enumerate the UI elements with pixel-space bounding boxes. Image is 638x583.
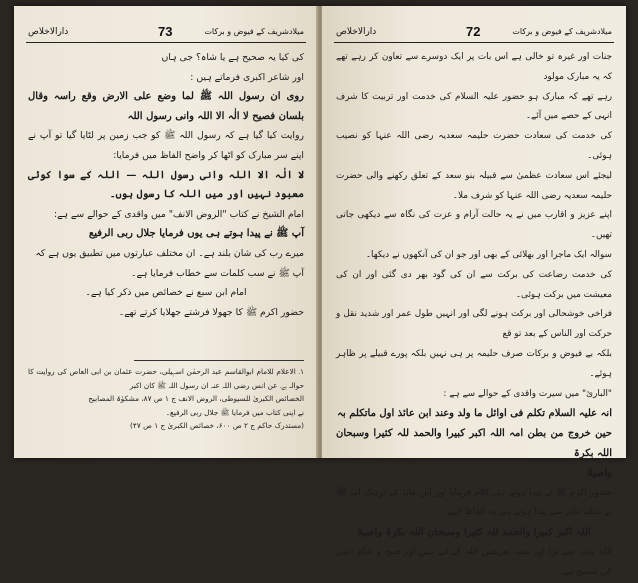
footnote: نے اپنی کتاب میں فرمایا ﷺ جلال ربی الرفیع۔ [165, 407, 304, 417]
left-page-header [26, 24, 306, 43]
right-paragraph: سوالہ ایک ماجرا اور بھلائی کے بھی اور جو ان کی آنکھوں نے دیکھا۔ [365, 249, 612, 260]
left-paragraph: امام ابن سبع نے خصائص میں ذکر کیا ہے۔ [85, 287, 247, 299]
right-paragraph: اللہ سب سے بڑا اور سب تعریفیں اللہ کے لیے ہیں اور صبح و شام اسی کی تسبیح ہے۔ [336, 546, 612, 577]
left-footnote-rule [134, 360, 304, 361]
left-page [14, 6, 318, 458]
right-arabic-quote: حین خروج من بطن امہ اللہ اکبر کبیرا والحمد للہ کثیرا وسبحان اللہ بکرۃ [336, 428, 612, 459]
book-spread [14, 6, 626, 577]
left-arabic-quote: لا الٰہ الا اللہ وانی رسول اللہ — اللہ کے سوا کوئی معبود نہیں اور میں اللہ کا رسول ہوں۔ [28, 169, 304, 201]
right-paragraph: لیجئے اس سعادت عظمیٰ سے قبیلہ بنو سعد کے تعلق رکھنے والی حضرت حلیمہ سعدیہ رضی اللہ عنہا کو شرف ملا۔ [336, 170, 612, 201]
right-paragraph: فراخی خوشحالی اور برکت ہونے لگی اور انہیں طول عمر اور شدید نقل و حرکت اور الناس کے بعد تو قع [336, 309, 612, 340]
left-arabic-quote: روی ان رسول اللہ ﷺ لما وضع علی الارض وقع راسہ وقال بلسان فصیح لا الٰہ الا اللہ وانی رسول اللہ [28, 91, 304, 122]
right-paragraph: کی خدمت کی سعادت حضرت حلیمہ سعدیہ رضی اللہ عنہا کو نصیب ہوئی۔ [336, 131, 612, 161]
right-paragraph: بلکہ بے فیوض و برکات صرف حلیمہ پر ہی نہیں بلکہ پورے قبیلے پر ظاہر ہوئے۔ [336, 348, 612, 379]
right-paragraph: حضور اکرم ﷺ نے پیدا ہوتے ہی کلام فرمایا اور ابن عائذ کے نزدیک آپ ﷺ نے شکم مادر سے پیدا ہوتے ہی یہ الفاظ کہے : [336, 487, 612, 518]
right-page-body [336, 48, 612, 583]
right-arabic-quote: اللہ اکبر کبیرا والحمد للہ کثیرا وسبحان اللہ بکرۃ واصیلا [357, 527, 591, 539]
left-paragraph: امام الشیخ نے کتاب "الروض الانف" میں واقدی کے حوالے سے ہے: [53, 208, 304, 220]
right-paragraph: کی خدمت رضاعت کی برکت سے ان کی گود بھر دی گئی اور ان کی معیشت میں برکت ہوئی۔ [336, 269, 612, 300]
left-arabic-quote: آپ ﷺ نے پیدا ہوتے ہی یوں فرمایا جلال ربی الرفیع [88, 228, 304, 240]
right-page-header [334, 24, 614, 43]
left-paragraph: حضور اکرم ﷺ کا جھولا فرشتے جھلایا کرتے تھے۔ [118, 306, 304, 318]
left-paragraph: کی کیا یہ صحیح ہے یا شاہ؟ جی ہاں [161, 52, 304, 63]
right-page-number: 72 [466, 24, 481, 39]
right-paragraph: اپنے عزیز و اقارب میں نے یہ حالت آرام و عزت کی نگاہ سے دیکھی جاتی تھیں۔ [336, 210, 612, 241]
right-page [322, 6, 626, 577]
footnote: الخصائص الکبریٰ للسیوطی، الروض الانف ج ۱ ص ۸۷، مشکوٰۃ المصابیح [88, 394, 304, 403]
right-arabic-quote: واصیلا [586, 467, 612, 479]
right-running-title: میلادشریف کے فیوض و برکات [512, 27, 612, 36]
right-paragraph: جنات اور غیرہ تو خالی ہے اس بات پر ایک دوسرے سے تعاون کر رہے تھے کہ یہ مبارک مولود [336, 52, 612, 82]
right-paragraph: "البارئ" میں سیرت واقدی کے حوالے سے ہے : [443, 388, 612, 399]
footnote: ۱۔ الاعلام للامام ابوالقاسم عبد الرحمٰن اسہیلی، حضرت عثمان بن ابی العاص کی روایت کا حوالہ ہے۔ عن انس رضی اللہ عنہ ان رسول اللہ ﷺ کان اکبر [28, 367, 304, 390]
left-running-title: میلادشریف کے فیوض و برکات [204, 27, 304, 36]
left-footnotes [28, 365, 304, 433]
left-page-number: 73 [158, 24, 173, 39]
footnote: (مستدرک حاکم ج ۲ ص ۶۰۰، خصائص الکبریٰ ج ۱ ص ۴۷) [130, 421, 304, 430]
left-paragraph: آپ ﷺ نے سب کلمات سے خطاب فرمایا ہے۔ [131, 267, 304, 279]
left-paragraph: اور شاعر اکبری فرماتے ہیں : [190, 71, 304, 83]
right-arabic-quote: انہ علیہ السلام تکلم فی اوائل ما ولد وعند ابن عائذ اول ماتکلم بہ [337, 408, 612, 420]
left-paragraph: میرے رب کی شان بلند ہے۔ ان مختلف عبارتوں میں تطبیق یوں ہے کہ [35, 247, 304, 259]
right-publisher-name: دارالاخلاص [336, 27, 377, 37]
left-paragraph: روایت کیا گیا ہے کہ رسول اللہ ﷺ کو جب زمین پر لٹایا گیا تو آپ نے اپنے سر مبارک کو اٹھا کر واضح الفاظ میں فرمایا: [28, 130, 304, 161]
left-page-body [28, 48, 304, 322]
left-publisher-name: دارالاخلاص [28, 27, 69, 37]
right-paragraph: رہے تھے کہ مبارک ہو حضور علیہ السلام کی خدمت اور تربیت کا شرف انہی کے حصے میں آئے۔ [336, 91, 612, 122]
